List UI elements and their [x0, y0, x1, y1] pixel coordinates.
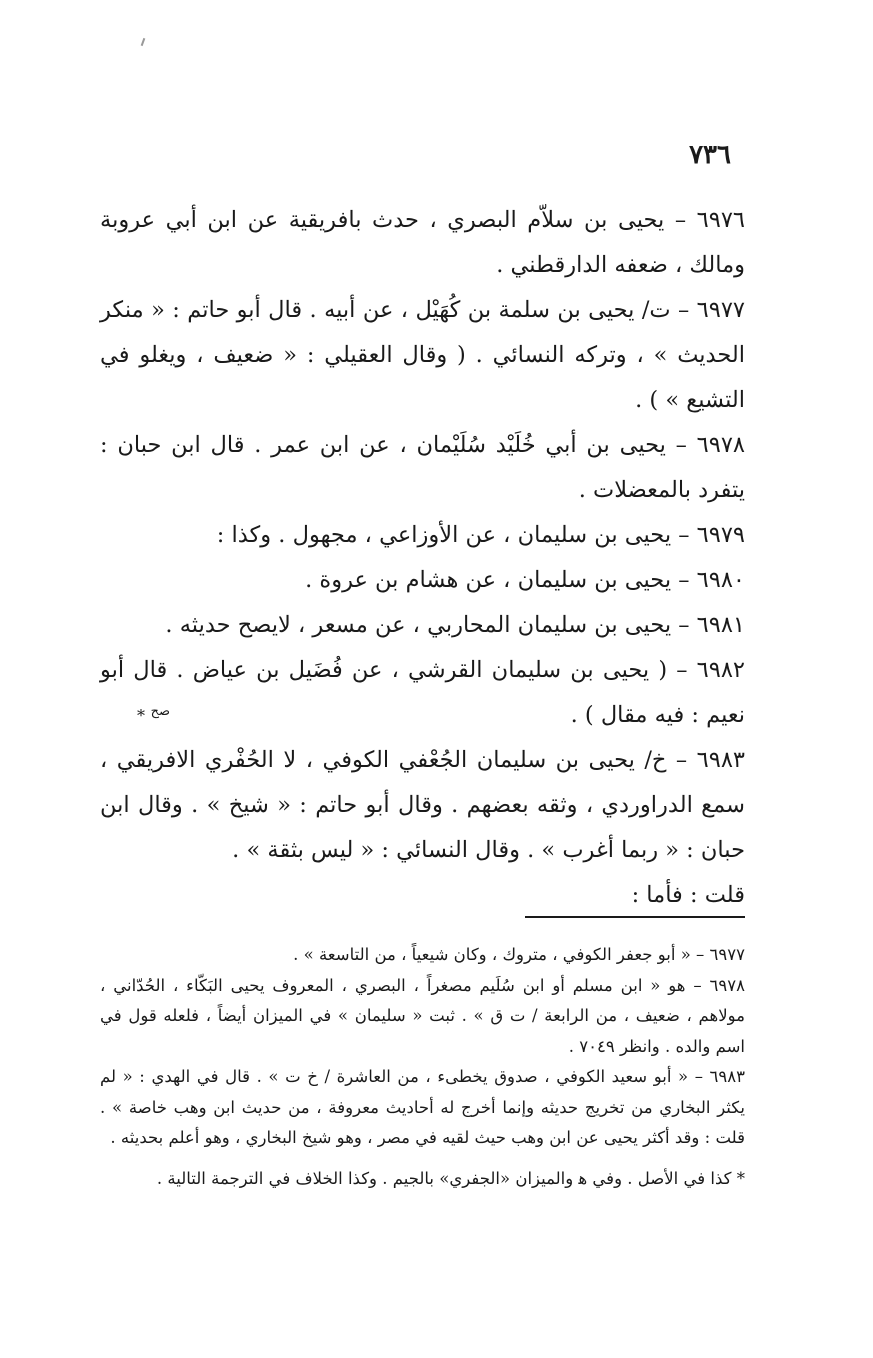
footnote-asterisk: * كذا في الأصل . وفي ﻫ والميزان «الجفري» بالجيم . وكذا الخلاف في الترجمة التالية . — [156, 1168, 745, 1188]
footnote-6983: ٦٩٨٣ – « أبو سعيد الكوفي ، صدوق يخطىء ، من العاشرة / خ ت » . قال في الهدي : « لم يكثر البخاري من تخريج حديثه وإنما أخرج له أحاديث معروفة ، من حديث ابن وهب خاصة » . قلت : وقد أكثر يحيى عن ابن وهب حيث لقيه في مصر ، وهو شيخ البخاري ، وهو أعلم بحديثه . — [100, 1067, 745, 1147]
footnote-6978: ٦٩٧٨ – هو « ابن مسلم أو ابن سُلَيم مصغراً ، البصري ، المعروف يحيى البَكّاء ، الحُدّاني ، مولاهم ، ضعيف ، من الرابعة / ت ق » . ثبت « سليمان » في الميزان أيضاً ، فلعله قول في اسم والده . وانظر ٧٠٤٩ . — [100, 975, 745, 1056]
main-text — [100, 198, 745, 918]
entry-6983: ٦٩٨٣ – خ/ يحيى بن سليمان الجُعْفي الكوفي ، لا الحُفْري الافريقي ، سمع الدراوردي ، وثقه بعضهم . وقال أبو حاتم : « شيخ » . وقال ابن حبان : « ربما أغرب » . وقال النسائي : « ليس بثقة » . — [100, 747, 745, 863]
margin-note-star: * — [137, 706, 145, 725]
entry-6981: ٦٩٨١ – يحيى بن سليمان المحاربي ، عن مسعر ، لايصح حديثه . — [165, 612, 745, 638]
entry-6979: ٦٩٧٩ – يحيى بن سليمان ، عن الأوزاعي ، مجهول . وكذا : — [216, 522, 745, 548]
margin-note-sah: صح — [150, 704, 170, 719]
entry-6980: ٦٩٨٠ – يحيى بن سليمان ، عن هشام بن عروة . — [305, 567, 745, 593]
entry-6978: ٦٩٧٨ – يحيى بن أبي خُلَيْد سُلَيْمان ، عن ابن عمر . قال ابن حبان : يتفرد بالمعضلات . — [100, 432, 745, 503]
page-number: ٧٣٦ — [689, 140, 731, 170]
entry-6977: ٦٩٧٧ – ت/ يحيى بن سلمة بن كُهَيْل ، عن أبيه . قال أبو حاتم : « منكر الحديث » ، وتركه النسائي . ( وقال العقيلي : « ضعيف ، ويغلو في التشيع » ) . — [100, 297, 745, 413]
footnote-divider — [525, 916, 745, 918]
entry-qultu: قلت : فأما : — [631, 882, 745, 908]
footnote-6977: ٦٩٧٧ – « أبو جعفر الكوفي ، متروك ، وكان شيعياً ، من التاسعة » . — [293, 945, 745, 964]
entry-6976: ٦٩٧٦ – يحيى بن سلاّم البصري ، حدث بافريقية عن ابن أبي عروبة ومالك ، ضعفه الدارقطني . — [100, 207, 745, 278]
footnotes — [100, 940, 745, 1194]
stray-ink-mark — [141, 38, 146, 46]
entry-6982: ٦٩٨٢ – ( يحيى بن سليمان القرشي ، عن فُضَيل بن عياض . قال أبو نعيم : فيه مقال ) . — [100, 657, 745, 728]
